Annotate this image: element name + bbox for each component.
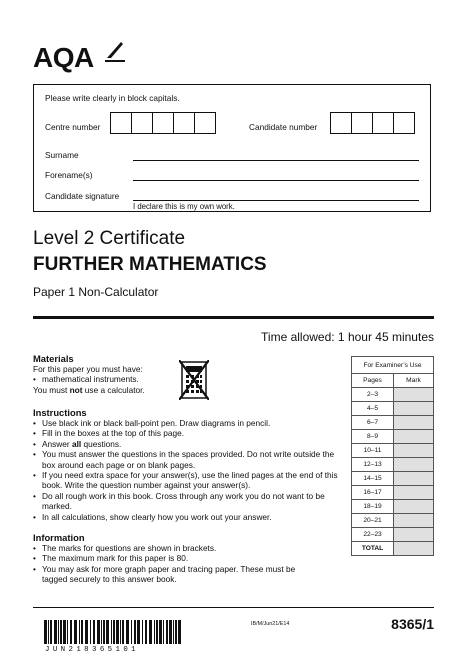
mark-cell: [394, 416, 434, 430]
instruction-item: • Do all rough work in this book. Cross through any work you do not want to be marked.: [33, 491, 343, 512]
aqa-logo: AQA: [33, 42, 94, 73]
aqa-logo-mark-icon: [105, 38, 125, 62]
candidate-number-label: Candidate number: [249, 122, 318, 132]
title-divider: [33, 316, 434, 319]
paper-title: Paper 1 Non-Calculator: [33, 285, 159, 299]
candidate-number-cell[interactable]: [351, 112, 373, 134]
table-row: [352, 542, 434, 556]
surname-field[interactable]: [133, 160, 419, 161]
paper-code: 8365/1: [391, 616, 434, 632]
mark-cell: [394, 430, 434, 444]
instruction-item: • In all calculations, show clearly how you work out your answer.: [33, 512, 343, 522]
mark-header: Mark: [394, 374, 434, 388]
information-section: [33, 532, 298, 585]
signature-label: Candidate signature: [45, 191, 120, 201]
footer-divider: [33, 607, 434, 608]
table-row: [352, 430, 434, 444]
table-row: [352, 416, 434, 430]
instruction-item: • Fill in the boxes at the top of this page.: [33, 428, 343, 438]
barcode-number: JUN218365101: [45, 646, 140, 654]
mark-cell: [394, 528, 434, 542]
subject-title: FURTHER MATHEMATICS: [33, 254, 267, 275]
level-title: Level 2 Certificate: [33, 228, 186, 249]
candidate-number-cell[interactable]: [393, 112, 415, 134]
centre-number-cell[interactable]: [131, 112, 153, 134]
centre-number-cell[interactable]: [194, 112, 216, 134]
pages-cell: 20–21: [352, 514, 394, 528]
mark-cell: [394, 486, 434, 500]
pages-cell: 14–15: [352, 472, 394, 486]
barcode-icon: [44, 620, 184, 645]
block-capitals-instruction: Please write clearly in block capitals.: [45, 93, 180, 103]
forenames-label: Forename(s): [45, 170, 93, 180]
candidate-number-boxes[interactable]: [331, 112, 415, 134]
pages-header: Pages: [352, 374, 394, 388]
pages-cell: 2–3: [352, 388, 394, 402]
time-allowed: Time allowed: 1 hour 45 minutes: [261, 330, 434, 344]
pages-cell: 6–7: [352, 416, 394, 430]
instruction-item: • Answer all questions.: [33, 439, 343, 449]
instruction-item: • Use black ink or black ball-point pen. Draw diagrams in pencil.: [33, 418, 343, 428]
pages-cell: 18–19: [352, 500, 394, 514]
centre-number-label: Centre number: [45, 122, 101, 132]
pages-cell: 8–9: [352, 430, 394, 444]
calculator-note: You must not use a calculator.: [33, 384, 145, 395]
materials-item: • mathematical instruments.: [33, 374, 343, 384]
pages-cell: 16–17: [352, 486, 394, 500]
document-code: IB/M/Jun21/E14: [251, 621, 290, 627]
table-row: [352, 388, 434, 402]
table-row: [352, 402, 434, 416]
table-row: [352, 472, 434, 486]
signature-field[interactable]: [133, 200, 419, 201]
mark-cell: [394, 514, 434, 528]
forenames-field[interactable]: [133, 180, 419, 181]
mark-cell: [394, 472, 434, 486]
centre-number-boxes[interactable]: [111, 112, 216, 134]
instruction-item: • If you need extra space for your answer(s), use the lined pages at the end of this book. Write the question number against your answer(s).: [33, 470, 343, 491]
materials-heading: Materials: [33, 353, 74, 364]
pages-cell: 12–13: [352, 458, 394, 472]
mark-cell: [394, 388, 434, 402]
pages-cell: 10–11: [352, 444, 394, 458]
information-item: • The maximum mark for this paper is 80.: [33, 553, 298, 563]
mark-cell: [394, 500, 434, 514]
pages-cell: 4–5: [352, 402, 394, 416]
examiners-use-table: [351, 356, 434, 556]
table-row: [352, 500, 434, 514]
candidate-details-box: [33, 84, 431, 212]
information-heading: Information: [33, 532, 85, 543]
mark-cell: [394, 458, 434, 472]
examiners-use-title: For Examiner’s Use: [352, 357, 434, 374]
pages-cell: 22–23: [352, 528, 394, 542]
table-row: [352, 486, 434, 500]
centre-number-cell[interactable]: [110, 112, 132, 134]
instructions-heading: Instructions: [33, 407, 87, 418]
candidate-number-cell[interactable]: [330, 112, 352, 134]
mark-cell: [394, 402, 434, 416]
total-mark-cell: [394, 542, 434, 556]
total-cell: TOTAL: [352, 542, 394, 556]
candidate-number-cell[interactable]: [372, 112, 394, 134]
information-item: • The marks for questions are shown in brackets.: [33, 543, 298, 553]
table-row: [352, 458, 434, 472]
instructions-section: [33, 407, 343, 522]
table-row: [352, 528, 434, 542]
table-row: [352, 444, 434, 458]
information-item: • You may ask for more graph paper and tracing paper. These must be tagged securely to this answer book.: [33, 564, 298, 585]
surname-label: Surname: [45, 150, 79, 160]
centre-number-cell[interactable]: [173, 112, 195, 134]
no-calculator-icon: [179, 360, 209, 400]
mark-cell: [394, 444, 434, 458]
table-row: [352, 514, 434, 528]
declaration-text: I declare this is my own work.: [133, 202, 235, 211]
materials-intro: For this paper you must have:: [33, 364, 143, 374]
centre-number-cell[interactable]: [152, 112, 174, 134]
instruction-item: • You must answer the questions in the spaces provided. Do not write outside the box around each page or on blank pages.: [33, 449, 343, 470]
